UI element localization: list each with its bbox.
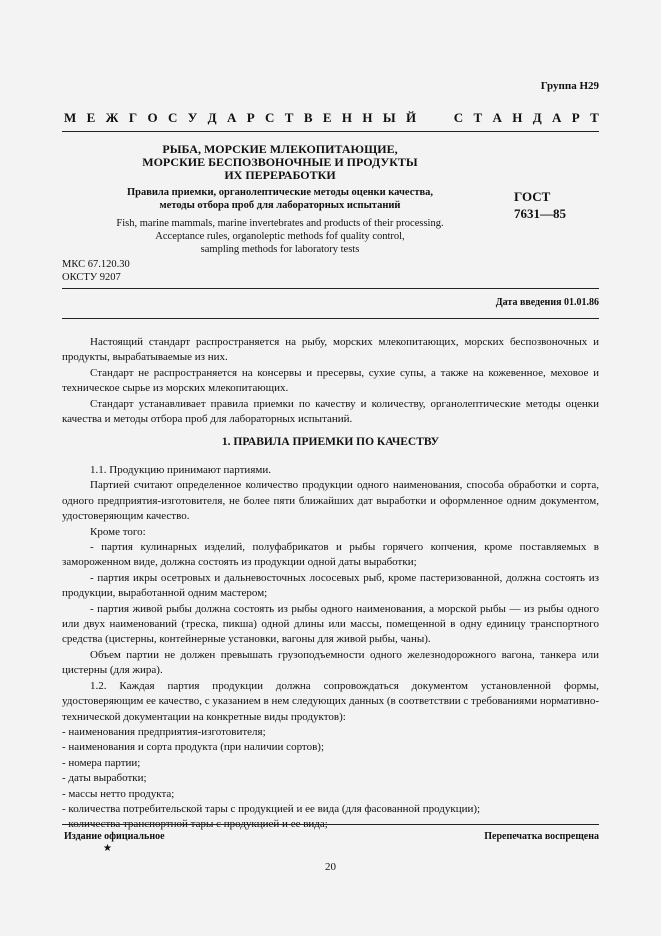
list-item: - наименования и сорта продукта (при наличии сортов); <box>62 741 324 754</box>
star-icon: ★ <box>103 843 112 854</box>
english-title-line: Acceptance rules, organoleptic methods fof quality control, <box>155 231 405 242</box>
footer-rule <box>62 824 599 825</box>
heading-letter: Д <box>207 110 217 125</box>
list-item: - количества потребительской тары с продукцией и ее вида (для фасованной продукции); <box>62 802 481 815</box>
english-title <box>84 217 476 256</box>
heading-letter: А <box>492 110 502 125</box>
mks-code: МКС 67.120.30 <box>62 259 130 270</box>
group-code: Группа Н29 <box>540 80 599 92</box>
heading-letter <box>440 110 443 126</box>
heading-letter: Т <box>590 110 599 125</box>
intro-paragraph: Стандарт не распространяется на консервы и пресервы, сухие супы, а также на кожевенное, меховое и техническое сырье из морских млекопитающих. <box>62 366 599 395</box>
heading-letter: В <box>303 110 313 125</box>
intro-paragraph: Стандарт устанавливает правила приемки по качеству и количеству, органолептические методы оценки качества и методы отбора проб для лабораторных испытаний. <box>62 397 599 426</box>
subtitle-line: методы отбора проб для лабораторных испытаний <box>159 200 401 211</box>
heading-letter: А <box>552 110 562 125</box>
title-line: РЫБА, МОРСКИЕ МЛЕКОПИТАЮЩИЕ, <box>162 142 398 156</box>
heading-letter: С <box>453 110 464 125</box>
date-label: Дата введения <box>495 297 562 308</box>
date-value: 01.01.86 <box>564 297 599 308</box>
heading-letter: Г <box>128 110 138 125</box>
heading-letter: С <box>265 110 275 125</box>
document-title <box>100 143 460 182</box>
header-rule <box>62 131 599 132</box>
section-paragraph: - партия кулинарных изделий, полуфабрикатов и рыбы горячего копчения, кроме поставляемых в замороженном виде, должна состоять из продукции одной даты выработки; <box>62 541 599 569</box>
heading-letter: Е <box>86 110 96 125</box>
list-item: - номера партии; <box>62 756 141 769</box>
classification-codes <box>62 258 130 284</box>
heading-letter: Й <box>405 110 417 125</box>
heading-letter: М <box>64 110 77 125</box>
intro-text <box>62 335 599 427</box>
heading-letter: Е <box>322 110 332 125</box>
gost-number <box>514 188 566 222</box>
section-paragraph: Партией считают определенное количество продукции одного наименования, способа обработки и сорта, одного предприятия-изготовителя, не более пяти ближайших дат выработки и оформленное одним документом, удостоверяющим качество. <box>62 479 599 523</box>
document-subtitle <box>80 186 480 212</box>
list-item: - массы нетто продукта; <box>62 787 175 800</box>
intro-paragraph: Настоящий стандарт распространяется на рыбу, морских млекопитающих, морских беспозвоночных и продукты, вырабатываемые из них. <box>62 336 599 364</box>
introduction-date <box>496 297 599 308</box>
subtitle-line: Правила приемки, органолептические методы оценки качества, <box>126 187 434 198</box>
heading-letter: О <box>147 110 158 125</box>
codes-rule <box>62 288 599 289</box>
heading-letter: С <box>168 110 178 125</box>
section-paragraph: - партия живой рыбы должна состоять из рыбы одного наименования, а морской рыбы — из рыбы одного или двух наименований (треска, пикша) одной длины или массы, помещенной в одну единицу транспортного средства (цистерны, контейнерные установки, вагоны для живой рыбы, чаны). <box>62 602 599 646</box>
heading-letter: Ы <box>382 110 396 125</box>
okstu-code: ОКСТУ 9207 <box>62 272 121 283</box>
section-paragraph: Объем партии не должен превышать грузоподъемности одного железнодорожного вагона, танкера или цистерны (для жира). <box>62 648 599 677</box>
heading-letter: Н <box>341 110 353 125</box>
section-paragraph: 1.1. Продукцию принимают партиями. <box>90 464 271 476</box>
heading-letter: Н <box>512 110 523 125</box>
heading-letter: Д <box>532 110 542 125</box>
list-item: - наименования предприятия-изготовителя; <box>62 725 266 738</box>
heading-letter: Ж <box>105 110 119 125</box>
gost-label: ГОСТ <box>514 189 551 204</box>
heading-letter: Р <box>246 110 255 125</box>
section-heading: 1. ПРАВИЛА ПРИЕМКИ ПО КАЧЕСТВУ <box>221 436 440 448</box>
english-title-line: sampling methods for laboratory tests <box>200 244 360 255</box>
gost-code: 7631—85 <box>514 206 566 221</box>
heading-letter: А <box>226 110 237 125</box>
title-line: ИХ ПЕРЕРАБОТКИ <box>224 168 336 182</box>
section-paragraph: Кроме того: <box>90 525 146 538</box>
list-item: - даты выработки; <box>62 772 147 785</box>
section-paragraph: - партия икры осетровых и дальневосточных лососевых рыб, кроме пастеризованной, должна состоять из продукции, выработанной одним мастером; <box>62 571 599 600</box>
page-number: 20 <box>325 861 336 873</box>
section-body <box>62 463 599 833</box>
section-paragraph: 1.2. Каждая партия продукции должна сопровождаться документом установленной формы, удостоверяющим ее качество, с указанием в нем следующих данных (в соответствии с требованиями нормативно-технической документации на конкретные виды продуктов): <box>62 679 599 723</box>
list-item: - количества транспортной тары с продукцией и ее вида; <box>62 818 328 831</box>
interstate-standard-heading <box>64 110 599 126</box>
heading-letter: Т <box>284 110 294 125</box>
date-rule <box>62 318 599 319</box>
english-title-line: Fish, marine mammals, marine invertebrates and products of their processing. <box>116 218 444 229</box>
heading-letter: У <box>187 110 198 125</box>
heading-letter: Н <box>362 110 373 125</box>
heading-letter <box>426 110 429 126</box>
heading-letter: Т <box>473 110 483 125</box>
official-edition-label: Издание официальное <box>64 831 165 842</box>
reprint-prohibited-label: Перепечатка воспрещена <box>484 831 599 842</box>
title-line: МОРСКИЕ БЕСПОЗВОНОЧНЫЕ И ПРОДУКТЫ <box>142 155 418 169</box>
heading-letter: Р <box>571 110 580 125</box>
